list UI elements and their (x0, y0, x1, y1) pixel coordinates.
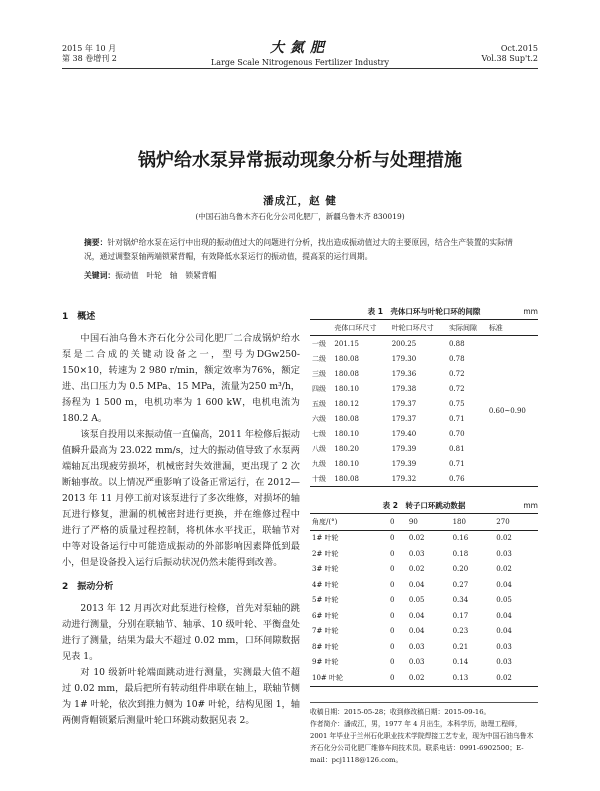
table-cell: 8# 叶轮 (312, 642, 339, 651)
table-1-header: 标准 (488, 323, 503, 332)
table-cell: 180.10 (334, 459, 359, 468)
table-cell: 200.25 (391, 339, 417, 348)
abstract-label: 摘要： (84, 238, 108, 247)
table-cell: 0.88 (448, 339, 465, 348)
table-2-header: 0 (390, 517, 395, 526)
table-cell: 180.08 (334, 414, 359, 423)
table-row (310, 336, 538, 352)
paper-title: 锅炉给水泵异常振动现象分析与处理措施 (138, 150, 462, 171)
table-cell: 0.04 (496, 627, 512, 636)
table-cell: 0 (390, 565, 395, 574)
table-1-title: 表 1 壳体口环与叶轮口环的间隙 (367, 307, 481, 316)
table-cell: 七级 (312, 429, 326, 438)
table-cell: 180.10 (334, 384, 359, 393)
table-1-standard-cell: 0.60~0.90 (488, 407, 526, 415)
table-row (310, 562, 538, 578)
table-cell: 0 (390, 642, 395, 651)
table-row (310, 639, 538, 655)
table-cell: 0 (390, 658, 395, 667)
table-1-header (310, 320, 332, 336)
table-cell: 6# 叶轮 (312, 611, 339, 620)
table-cell: 0 (390, 673, 395, 682)
table-cell: 180.12 (334, 399, 359, 408)
table-cell: 2# 叶轮 (312, 549, 339, 558)
table-cell: 0.05 (408, 596, 425, 605)
issue-date: 2015 年 10 月 (62, 44, 117, 53)
table-1-header: 叶轮口环尺寸 (391, 323, 434, 332)
table-cell: 0.75 (448, 399, 465, 408)
table-cell: 0.02 (496, 565, 512, 574)
table-cell: 7# 叶轮 (312, 627, 339, 636)
table-cell: 180.10 (334, 429, 359, 438)
keywords (84, 270, 514, 281)
table-2 (310, 513, 538, 687)
table-cell: 十级 (312, 474, 326, 483)
section-1-heading: 1 概述 (62, 312, 96, 322)
table-cell: 0.17 (452, 611, 469, 620)
table-cell: 0.13 (452, 673, 469, 682)
table-row (310, 670, 538, 686)
abstract (84, 236, 514, 264)
footnote-author-info: 作者简介：潘成江，男，1977 年 4 月出生，本科学历，助理工程师，2001 年毕业于兰州石化职业技术学院焊接工艺专业，现为中国石油乌鲁木齐石化分公司化肥厂维修车间技术员。联系电话：0991-6902500；E-mail：pcj1118@126.com。 (310, 720, 534, 764)
table-cell: 0.02 (496, 673, 512, 682)
table-cell: 0.02 (496, 534, 512, 543)
table-cell: 179.30 (391, 354, 417, 363)
table-cell: 0.04 (496, 580, 512, 589)
table-cell: 0.16 (452, 534, 469, 543)
table-cell: 179.38 (391, 384, 417, 393)
table-cell: 0.81 (448, 444, 465, 453)
section-2-heading: 2 振动分析 (62, 582, 114, 592)
table-cell: 0.04 (496, 611, 512, 620)
table-cell: 三级 (312, 369, 326, 378)
table-cell: 0.04 (408, 611, 425, 620)
table-cell: 0.27 (452, 580, 469, 589)
table-row (310, 530, 538, 546)
table-2-body (310, 530, 538, 686)
table-cell: 0.71 (448, 414, 465, 423)
footnote-received: 收稿日期：2015-05-28；收到修改稿日期：2015-09-16。 (310, 708, 491, 716)
table-cell: 3# 叶轮 (312, 565, 339, 574)
authors: 潘成江，赵 健 (263, 195, 337, 207)
table-cell: 0.02 (408, 534, 425, 543)
table-cell: 4# 叶轮 (312, 580, 339, 589)
table-cell: 179.39 (391, 444, 417, 453)
keywords-text: 振动值 叶轮 轴 锁紧背帽 (115, 271, 217, 280)
table-cell: 0.03 (496, 642, 512, 651)
table-2-header: 角度/(°) (312, 517, 338, 526)
table-cell: 0.03 (496, 549, 512, 558)
table-cell: 四级 (312, 384, 326, 393)
table-cell: 0.70 (448, 429, 465, 438)
table-1 (310, 319, 538, 487)
table-cell: 0 (390, 611, 395, 620)
table-cell: 10# 叶轮 (312, 673, 343, 682)
table-cell: 0 (390, 596, 395, 605)
table-2-header: 180 (452, 517, 466, 526)
table-cell: 0.05 (496, 596, 512, 605)
table-cell: 0 (390, 627, 395, 636)
table-cell: 1# 叶轮 (312, 534, 339, 543)
table-1-header-row (310, 320, 538, 336)
section-1-para-1: 中国石油乌鲁木齐石化分公司化肥厂二合成锅炉给水泵是二合成的关键动设备之一，型号为DGw250-150×10，转速为 2 980 r/min，额定效率为76%，额定进、出口压力为 0.5 MPa、15 MPa，流量为250 m³/h，扬程为 1 500 m，电机功率为 1 600 kW，电机电流为 180.2 A。 (62, 333, 300, 424)
keywords-label: 关键词： (84, 271, 116, 280)
table-cell: 0.18 (452, 549, 469, 558)
table-cell: 0.04 (408, 580, 425, 589)
header-rule (62, 68, 538, 69)
table-1-header: 实际间隙 (448, 323, 477, 332)
table-cell: 0 (390, 580, 395, 589)
header-right (482, 44, 538, 64)
right-column (310, 305, 538, 687)
table-cell: 179.36 (391, 369, 417, 378)
table-cell: 179.40 (391, 429, 417, 438)
table-cell: 0.04 (408, 627, 425, 636)
table-cell: 0.03 (496, 658, 512, 667)
table-cell: 二级 (312, 354, 326, 363)
table-2-title: 表 2 转子口环跳动数据 (382, 501, 466, 510)
table-cell: 五级 (312, 399, 326, 408)
issue-volume: 第 38 卷增刊 2 (62, 54, 117, 63)
table-cell: 179.32 (391, 474, 417, 483)
table-2-header: 90 (408, 517, 418, 526)
table-row (310, 655, 538, 671)
table-row (310, 577, 538, 593)
table-cell: 六级 (312, 414, 326, 423)
table-cell: 0.03 (408, 658, 425, 667)
abstract-text: 针对锅炉给水泵在运行中出现的振动值过大的问题进行分析，找出造成振动值过大的主要原因，结合生产装置的实际情况，通过调整泵轴两端锁紧背帽，有效降低水泵运行的振动值，提高泵的运行周期。 (84, 238, 513, 261)
journal-name-en: Large Scale Nitrogenous Fertilizer Industry (210, 58, 390, 67)
table-cell: 0 (390, 549, 395, 558)
table-cell: 180.20 (334, 444, 359, 453)
left-column (62, 305, 300, 729)
table-cell: 180.08 (334, 369, 359, 378)
table-cell: 一级 (312, 339, 326, 348)
section-2-para-1: 2013 年 12 月再次对此泵进行检修，首先对泵轴的跳动进行测量，分别在联轴节、轴承、10 级叶轮、平衡盘处进行了测量，结果为最大不超过 0.02 mm，口环间隙数据见表 1。 (62, 603, 300, 662)
table-2-unit: mm (523, 501, 538, 510)
table-2-caption (310, 499, 538, 513)
table-1-header: 壳体口环尺寸 (334, 323, 377, 332)
table-row (310, 624, 538, 640)
table-2-header-row (310, 514, 538, 531)
table-1-body (310, 336, 538, 487)
table-cell: 0.76 (448, 474, 465, 483)
table-cell: 0.02 (408, 565, 425, 574)
table-cell: 0.78 (448, 354, 465, 363)
table-cell: 八级 (312, 444, 326, 453)
table-cell: 5# 叶轮 (312, 596, 339, 605)
journal-logo: 大氮肥 (270, 40, 330, 56)
table-cell: 179.39 (391, 459, 417, 468)
table-cell: 0.72 (448, 369, 465, 378)
table-cell: 0.20 (452, 565, 469, 574)
table-cell: 0.23 (452, 627, 469, 636)
table-cell: 九级 (312, 459, 326, 468)
table-cell: 180.08 (334, 474, 359, 483)
table-cell: 0.03 (408, 642, 425, 651)
issue-volume-en: Vol.38 Sup't.2 (481, 54, 538, 63)
issue-date-en: Oct.2015 (500, 44, 538, 53)
table-cell: 0.02 (408, 673, 425, 682)
table-2-header: 270 (496, 517, 510, 526)
table-cell: 0.14 (452, 658, 469, 667)
table-cell: 0.21 (452, 642, 469, 651)
table-1-unit: mm (523, 307, 538, 316)
table-cell: 180.08 (334, 354, 359, 363)
affiliation: (中国石油乌鲁木齐石化分公司化肥厂，新疆乌鲁木齐 830019) (195, 212, 405, 221)
table-cell: 0.03 (408, 549, 425, 558)
footnote (310, 702, 538, 766)
section-2-para-2: 对 10 级新叶轮端面跳动进行测量，实测最大值不超过 0.02 mm，最后把所有转动组件串联在轴上，联轴节侧为 1# 叶轮，依次到推力侧为 10# 叶轮，结构见图 1，轴两侧背帽锁紧后测量叶轮口环跳动数据见表 2。 (62, 667, 300, 726)
table-row (310, 546, 538, 562)
table-row (310, 593, 538, 609)
table-cell: 179.37 (391, 399, 417, 408)
table-row (310, 608, 538, 624)
table-cell: 0 (390, 534, 395, 543)
table-cell: 201.15 (334, 339, 359, 348)
table-cell: 0.34 (452, 596, 469, 605)
table-cell: 9# 叶轮 (312, 658, 339, 667)
table-cell: 179.37 (391, 414, 417, 423)
table-cell: 0.71 (448, 459, 465, 468)
section-1-para-2: 该泵自投用以来振动值一直偏高，2011 年检修后振动值瞬升最高为 23.022 mm/s，过大的振动值导致了水泵两端轴瓦出现疲劳损坏，机械密封失效泄漏，更出现了 2 次断轴事故。以上情况严重影响了设备正常运行，在 2012—2013 年 11 月停工前对该泵进行了多次维修，对损坏的轴瓦进行修复，泄漏的机械密封进行更换，并在维修过程中进行了严格的质量过程控制，将机体水平找正，联轴节对中等对设备运行中可能造成振动的外部影响因素降低到最小，但是设备投入运行后振动状况仍然未能得到改善。 (62, 429, 300, 568)
table-1-caption (310, 305, 538, 319)
table-cell: 0.72 (448, 384, 465, 393)
